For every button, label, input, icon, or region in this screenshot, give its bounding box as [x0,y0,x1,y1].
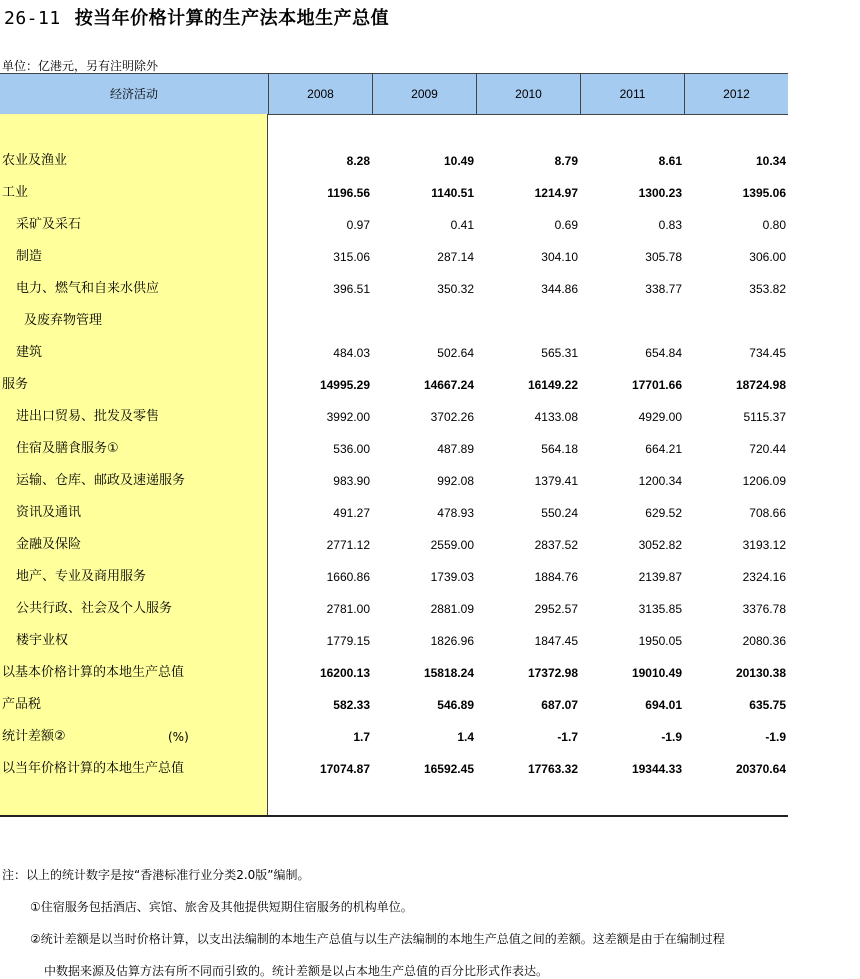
cell-value-2008: 14995.29 [319,378,370,392]
cell-value-2010: 16149.22 [527,378,578,392]
cell-value-2010: 2837.52 [534,538,578,552]
cell-value-2010: 687.07 [541,698,578,712]
cell-value-2009: 16592.45 [423,762,474,776]
cell-value-2009: 15818.24 [423,666,474,680]
table-row [0,273,788,305]
table-row [0,369,788,401]
cell-value-2010: 17372.98 [527,666,578,680]
cell-value-2012: 1395.06 [742,186,786,200]
table-row [0,753,788,785]
cell-value-2008: 484.03 [333,346,370,360]
cell-value-2011: 305.78 [645,250,682,264]
row-label: 以当年价格计算的本地生产总值 [2,761,185,776]
cell-value-2010: 0.69 [554,218,578,232]
cell-value-2008: 16200.13 [319,666,370,680]
cell-value-2008: 491.27 [333,506,370,520]
cell-value-2012: -1.9 [765,730,786,744]
table-row [0,337,788,369]
cell-value-2012: 1206.09 [742,474,786,488]
table-number: 26-11 [4,8,61,29]
cell-value-2008: 1660.86 [326,570,370,584]
cell-value-2010: 1214.97 [534,186,578,200]
cell-value-2008: 983.90 [333,474,370,488]
cell-value-2011: 0.83 [658,218,682,232]
cell-value-2009: 10.49 [443,154,474,168]
cell-value-2008: 315.06 [333,250,370,264]
cell-value-2012: 353.82 [749,282,786,296]
row-label: 金融及保险 [16,537,82,552]
unit-note: 单位：亿港元，另有注明除外 [2,59,159,73]
cell-value-2012: 10.34 [755,154,786,168]
footnote-2-cont: 中数据来源及估算方法有所不同而引致的。统计差额是以占本地生产总值的百分比形式作表达。 [44,964,549,978]
cell-value-2011: 629.52 [645,506,682,520]
cell-value-2010: 17763.32 [527,762,578,776]
cell-value-2009: 0.41 [450,218,474,232]
cell-value-2009: 3702.26 [430,410,474,424]
cell-value-2012 [686,305,786,337]
cell-value-2012: 5115.37 [743,410,786,424]
cell-value-2008: 2781.00 [326,602,370,616]
table-row [0,145,788,177]
cell-value-2012: 2080.36 [742,634,786,648]
table-row [0,625,788,657]
cell-value-2011: 338.77 [645,282,682,296]
cell-value-2010: 550.24 [541,506,578,520]
row-label: 运输、仓库、邮政及速递服务 [16,473,186,488]
row-label: 电力、燃气和自来水供应 [16,281,160,296]
cell-value-2011: 1950.05 [638,634,682,648]
row-label: 工业 [2,185,29,200]
cell-value-2011: 3135.85 [638,602,682,616]
cell-value-2011: 3052.82 [638,538,682,552]
cell-value-2011: 664.21 [645,442,682,456]
table-row [0,561,788,593]
table-row [0,433,788,465]
cell-value-2008: 3992.00 [326,410,370,424]
cell-value-2012: 20370.64 [735,762,786,776]
cell-value-2009: 546.89 [437,698,474,712]
row-label: 以基本价格计算的本地生产总值 [2,665,185,680]
row-label: 资讯及通讯 [16,505,82,520]
cell-value-2011 [582,305,682,337]
cell-value-2012: 720.44 [749,442,786,456]
cell-value-2010: 304.10 [541,250,578,264]
row-label: 楼宇业权 [16,633,69,648]
cell-value-2010: 1847.45 [534,634,578,648]
footnote-2: ②统计差额是以当时价格计算，以支出法编制的本地生产总值与以生产法编制的本地生产总值之间的差额。这差额是由于在编制过程 [30,932,725,946]
table-row [0,593,788,625]
cell-value-2008: 396.51 [333,282,370,296]
table-header [0,73,788,115]
row-label: 建筑 [16,345,43,360]
cell-value-2011: 654.84 [645,346,682,360]
header-year-2012: 2012 [684,74,788,114]
cell-value-2010: 564.18 [541,442,578,456]
row-label: 统计差额② [2,729,66,744]
table-row [0,689,788,721]
cell-value-2009: 2559.00 [430,538,474,552]
cell-value-2009: 487.89 [437,442,474,456]
cell-value-2012: 20130.38 [735,666,786,680]
cell-value-2011: 694.01 [645,698,682,712]
table-row [0,209,788,241]
row-unit-percent: (%) [168,730,189,744]
table-row [0,241,788,273]
cell-value-2012: 306.00 [749,250,786,264]
header-year-2008: 2008 [268,74,372,114]
cell-value-2012: 635.75 [749,698,786,712]
row-label: 地产、专业及商用服务 [16,569,147,584]
cell-value-2009: 14667.24 [423,378,474,392]
cell-value-2012: 18724.98 [735,378,786,392]
footnote-1: ①住宿服务包括酒店、宾馆、旅舍及其他提供短期住宿服务的机构单位。 [30,900,413,914]
table-row [0,721,788,753]
cell-value-2008: 8.28 [346,154,370,168]
row-label: 农业及渔业 [2,153,68,168]
cell-value-2009: 2881.09 [430,602,474,616]
cell-value-2009: 502.64 [437,346,474,360]
table-row [0,529,788,561]
cell-value-2009: 992.08 [437,474,474,488]
row-label: 采矿及采石 [16,217,82,232]
table-row [0,465,788,497]
cell-value-2012: 708.66 [749,506,786,520]
cell-value-2011: 4929.00 [638,410,682,424]
cell-value-2012: 0.80 [762,218,786,232]
cell-value-2011: 1300.23 [638,186,682,200]
cell-value-2012: 2324.16 [742,570,786,584]
table-row [0,657,788,689]
row-label: 进出口贸易、批发及零售 [16,409,160,424]
row-label: 服务 [2,377,29,392]
table-row [0,177,788,209]
cell-value-2010: 2952.57 [534,602,578,616]
cell-value-2010: 1884.76 [534,570,578,584]
table-row [0,305,788,337]
cell-value-2008: 17074.87 [319,762,370,776]
cell-value-2011: 17701.66 [631,378,682,392]
cell-value-2008: 1779.15 [326,634,370,648]
cell-value-2011: 19010.49 [631,666,682,680]
footnote-general: 注：以上的统计数字是按“香港标准行业分类2.0版”编制。 [2,868,310,882]
cell-value-2010: 1379.41 [534,474,578,488]
cell-value-2012: 734.45 [749,346,786,360]
cell-value-2010: 8.79 [554,154,578,168]
header-year-2011: 2011 [580,74,684,114]
cell-value-2012: 3376.78 [742,602,786,616]
cell-value-2008: 582.33 [333,698,370,712]
cell-value-2009: 1140.51 [431,186,474,200]
cell-value-2009: 287.14 [437,250,474,264]
cell-value-2010: 565.31 [541,346,578,360]
cell-value-2010: 344.86 [541,282,578,296]
cell-value-2012: 3193.12 [742,538,786,552]
cell-value-2010: 4133.08 [534,410,578,424]
table-bottom-border [0,815,788,817]
cell-value-2008: 536.00 [333,442,370,456]
row-label: 公共行政、社会及个人服务 [16,601,173,616]
cell-value-2009: 1.4 [457,730,474,744]
table-row [0,401,788,433]
row-label: 住宿及膳食服务① [16,441,119,456]
table-row [0,497,788,529]
header-year-2009: 2009 [372,74,476,114]
cell-value-2011: -1.9 [661,730,682,744]
cell-value-2011: 2139.87 [638,570,682,584]
page-title [4,4,389,30]
cell-value-2009: 1826.96 [430,634,474,648]
cell-value-2009 [374,305,474,337]
cell-value-2010: -1.7 [557,730,578,744]
cell-value-2011: 1200.34 [638,474,682,488]
table-title: 按当年价格计算的生产法本地生产总值 [74,8,390,29]
cell-value-2010 [478,305,578,337]
header-year-2010: 2010 [476,74,580,114]
row-label: 制造 [16,249,43,264]
cell-value-2009: 350.32 [437,282,474,296]
cell-value-2008: 0.97 [346,218,370,232]
cell-value-2011: 8.61 [658,154,682,168]
row-label: 及废弃物管理 [24,313,103,328]
row-label: 产品税 [2,697,42,712]
cell-value-2008 [270,305,370,337]
cell-value-2011: 19344.33 [631,762,682,776]
cell-value-2008: 1196.56 [327,186,370,200]
cell-value-2008: 2771.12 [326,538,370,552]
header-activity: 经济活动 [109,87,158,101]
cell-value-2009: 1739.03 [430,570,474,584]
cell-value-2008: 1.7 [353,730,370,744]
cell-value-2009: 478.93 [437,506,474,520]
